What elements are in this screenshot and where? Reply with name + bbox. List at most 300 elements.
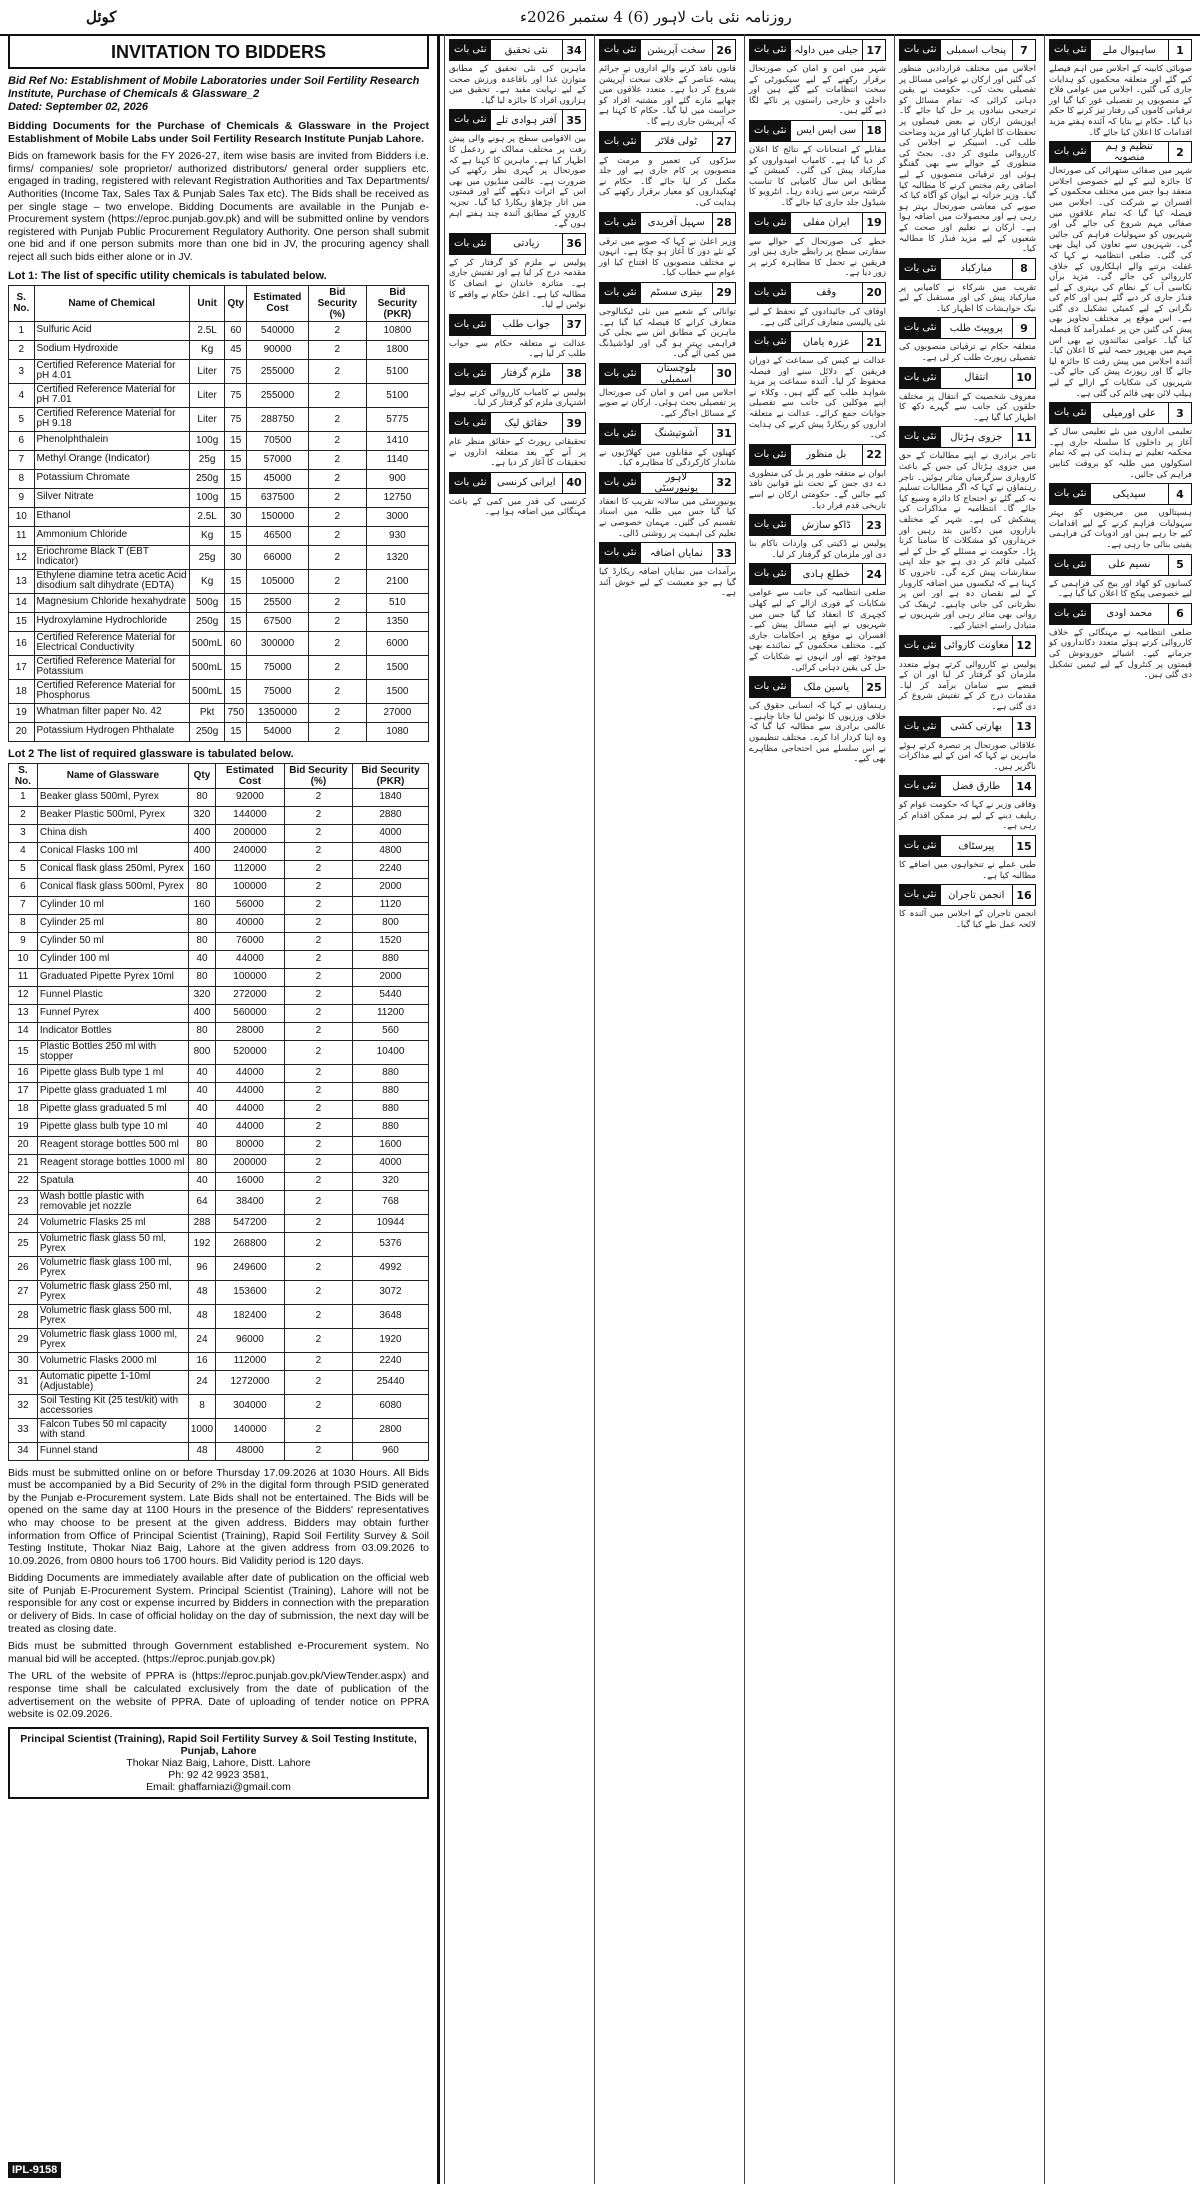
lot2-table-row — [9, 1280, 429, 1304]
news-item-text: برآمدات میں نمایاں اضافہ ریکارڈ کیا گیا ہے جو معیشت کے لیے خوش آئند ہے۔ — [599, 567, 736, 599]
lot2-table-cell: Beaker glass 500ml, Pyrex — [37, 788, 188, 806]
lot2-table-cell: 2 — [284, 1118, 352, 1136]
lot1-table-cell: Magnesium Chloride hexahydrate — [34, 593, 189, 612]
news-item — [749, 331, 886, 441]
lot1-table-cell: 2 — [308, 569, 366, 593]
lot2-table-cell: 44000 — [216, 950, 285, 968]
lot2-header-cell: S. No. — [9, 763, 38, 788]
lot2-table-cell: 560000 — [216, 1004, 285, 1022]
lot2-table-cell: 96000 — [216, 1328, 285, 1352]
lot2-table-cell: Cylinder 10 ml — [37, 896, 188, 914]
lot1-table-cell: 150000 — [247, 507, 309, 526]
lot1-table-cell: 1080 — [366, 722, 428, 741]
news-item-title: خطلع ہادی — [802, 568, 850, 580]
lot2-table-cell: 80 — [188, 914, 215, 932]
lot2-table-cell: 25440 — [353, 1370, 429, 1394]
lot2-table-cell: 40 — [188, 1064, 215, 1082]
lot2-table-cell: 80 — [188, 878, 215, 896]
lot1-table-cell: 60 — [225, 321, 247, 340]
lot1-table-cell: 3 — [9, 359, 35, 383]
lot2-table-row — [9, 1394, 429, 1418]
news-item — [449, 39, 586, 106]
lot1-table-cell: 2 — [308, 679, 366, 703]
lot1-table-cell: 5775 — [366, 407, 428, 431]
news-item-title: سہیل آفریدی — [647, 217, 705, 229]
news-item-number: 9 — [1012, 318, 1035, 338]
tender-title: INVITATION TO BIDDERS — [8, 34, 429, 69]
lot1-table-row — [9, 612, 429, 631]
intro-paragraph: Bidding Documents for the Purchase of Chemicals & Glassware in the Project Establishment of Mobile Labs under Soil Fertility Research Institute Punjab Lahore. — [8, 120, 429, 145]
lot2-table-cell: 3648 — [353, 1304, 429, 1328]
lot1-table-cell: Certified Reference Material for pH 7.01 — [34, 383, 189, 407]
lot1-table-cell: 14 — [9, 593, 35, 612]
lot2-table-cell: 2 — [284, 968, 352, 986]
news-item-number: 5 — [1168, 555, 1191, 575]
lot2-table-row — [9, 1004, 429, 1022]
news-item-number: 3 — [1168, 403, 1191, 423]
news-item-title: زیادتی — [513, 238, 540, 250]
lot1-table-cell: 2 — [308, 703, 366, 722]
lot1-table-cell: 70500 — [247, 431, 309, 450]
news-item-number: 2 — [1168, 142, 1191, 162]
lot1-table-row — [9, 431, 429, 450]
lot1-table-cell: Potassium Chromate — [34, 469, 189, 488]
news-item-text: وزیر اعلیٰ نے کہا کہ صوبے میں ترقی کے نئے دور کا آغاز ہو چکا ہے۔ انہوں نے مختلف منصوبوں کا افتتاح کیا اور عوام سے خطاب کیا۔ — [599, 236, 736, 279]
lot2-table-cell: 249600 — [216, 1256, 285, 1280]
lot2-table-cell: 304000 — [216, 1394, 285, 1418]
news-item-label: نئی بات — [900, 636, 941, 656]
news-item-title: نمایاں اضافہ — [649, 547, 703, 559]
lot1-table-cell: 1500 — [366, 655, 428, 679]
lot1-table-cell: 12750 — [366, 488, 428, 507]
news-item-header — [899, 884, 1036, 906]
news-item-text: تحقیقاتی رپورٹ کے حقائق منظر عام پر آنے کے بعد متعلقہ اداروں نے تحقیقات کا آغاز کر دیا ہے۔ — [449, 437, 586, 469]
lot1-table-row — [9, 407, 429, 431]
lot1-table-row — [9, 450, 429, 469]
news-item-title: پنجاب اسمبلی — [946, 44, 1007, 56]
news-item-label: نئی بات — [600, 40, 641, 60]
lot2-table-row — [9, 1304, 429, 1328]
lot1-table-cell: Certified Reference Material for Electrical Conductivity — [34, 631, 189, 655]
lot2-table-row — [9, 968, 429, 986]
news-item-label: نئی بات — [900, 368, 941, 388]
news-item-number: 11 — [1012, 427, 1035, 447]
news-item-text: کھیلوں کے مقابلوں میں کھلاڑیوں نے شاندار کارکردگی کا مظاہرہ کیا۔ — [599, 447, 736, 469]
lot1-table-cell: 9 — [9, 488, 35, 507]
lot2-table-cell: 40000 — [216, 914, 285, 932]
lot2-table-cell: 2 — [284, 824, 352, 842]
lot1-table-cell: Certified Reference Material for pH 4.01 — [34, 359, 189, 383]
news-item-text: معروف شخصیت کے انتقال پر مختلف حلقوں کی جانب سے گہرے دکھ کا اظہار کیا گیا ہے۔ — [899, 391, 1036, 423]
lot1-table-cell: 15 — [225, 431, 247, 450]
lot2-table-row — [9, 1190, 429, 1214]
news-item-header — [599, 542, 736, 564]
news-item-number: 40 — [562, 473, 585, 493]
lot2-table-cell: 2 — [9, 806, 38, 824]
lot2-table-cell: 140000 — [216, 1418, 285, 1442]
lot2-table-cell: 1840 — [353, 788, 429, 806]
news-item-title: یاسین ملک — [803, 681, 850, 693]
news-item — [599, 212, 736, 279]
lot2-table-cell: 2 — [284, 914, 352, 932]
news-item — [449, 363, 586, 409]
news-item-text: اوقاف کی جائیدادوں کے تحفظ کے لیے نئی پالیسی متعارف کرائی گئی ہے۔ — [749, 306, 886, 328]
news-item-header — [749, 563, 886, 585]
lot2-table-cell: 2240 — [353, 1352, 429, 1370]
lot1-table-row — [9, 569, 429, 593]
lot2-table-cell: Conical flask glass 500ml, Pyrex — [37, 878, 188, 896]
news-item-header — [1049, 603, 1192, 625]
lot1-table-row — [9, 383, 429, 407]
lot2-table-cell: 10 — [9, 950, 38, 968]
news-item-text: ضلعی انتظامیہ کی جانب سے عوامی شکایات کے فوری ازالے کے لیے کھلی کچہری کا انعقاد کیا گیا جس میں شہریوں نے اپنے مسائل پیش کیے۔ افسران نے موقع پر احکامات جاری کیے۔ مختلف محکموں کے نمائندے بھی موجود تھے اور انہوں نے شکایات کے حل کی یقین دہانی کرائی۔ — [749, 588, 886, 673]
lot2-table-cell: 44000 — [216, 1100, 285, 1118]
lot1-table-cell: 500mL — [189, 631, 225, 655]
lot2-table-cell: 30 — [9, 1352, 38, 1370]
news-item-header — [1049, 39, 1192, 61]
lot1-table-cell: 2 — [308, 612, 366, 631]
bid-reference — [8, 75, 429, 114]
news-item-number: 6 — [1168, 604, 1191, 624]
news-item-text: خطے کی صورتحال کے حوالے سے سفارتی سطح پر رابطے جاری ہیں اور فریقین نے تحمل کا مظاہرہ کرنے پر زور دیا ہے۔ — [749, 236, 886, 279]
lot1-table-cell: 2 — [308, 469, 366, 488]
news-item-title: بل منظور — [806, 449, 847, 461]
eproc-paragraph: Bids must be submitted through Government established e-Procurement system. No manual bid will be accepted. (https://eproc.punjab.gov.pk) — [8, 1640, 429, 1665]
lot2-header-cell: Qty — [188, 763, 215, 788]
lot2-table-cell: 16 — [188, 1352, 215, 1370]
news-item-number: 1 — [1168, 40, 1191, 60]
lot1-table-cell: 2.5L — [189, 321, 225, 340]
lot2-table-cell: 5440 — [353, 986, 429, 1004]
lot2-table-cell: 1520 — [353, 932, 429, 950]
lot1-table-row — [9, 488, 429, 507]
lot1-table-cell: Pkt — [189, 703, 225, 722]
lot2-table-cell: 1000 — [188, 1418, 215, 1442]
news-item-text: اجلاس میں امن و امان کی صورتحال پر تفصیلی بحث ہوئی۔ ارکان نے صوبے کے مسائل اجاگر کیے۔ — [599, 387, 736, 420]
news-item-title: جواب طلب — [502, 319, 551, 331]
lot2-header-cell: Estimated Cost — [216, 763, 285, 788]
lot2-table-cell: 4000 — [353, 1154, 429, 1172]
lot2-table-cell: 80 — [188, 968, 215, 986]
news-item-label: نئی بات — [450, 315, 491, 335]
news-item-number: 29 — [712, 283, 735, 303]
lot1-table-cell: 54000 — [247, 722, 309, 741]
news-item-title: پروپیٹ طلب — [949, 322, 1003, 334]
news-item-label: نئی بات — [900, 776, 941, 796]
lot2-table-row — [9, 1370, 429, 1394]
lot2-table-cell: 2 — [284, 1136, 352, 1154]
lot2-table-cell: Conical flask glass 250ml, Pyrex — [37, 860, 188, 878]
section-tag: کوئل — [86, 8, 117, 26]
news-item-label: نئی بات — [1050, 604, 1091, 624]
lot2-table-row — [9, 1418, 429, 1442]
lot2-table-cell: 48 — [188, 1442, 215, 1460]
news-item-text: پولیس نے کارروائی کرتے ہوئے متعدد ملزمان کو گرفتار کر لیا اور ان کے قبضے سے سامان برآمد کر لیا۔ مقدمات درج کر کے تفتیش شروع کر دی گئی ہے۔ — [899, 659, 1036, 712]
lot1-table-row — [9, 593, 429, 612]
lot1-table-cell: 11 — [9, 526, 35, 545]
lot2-table-cell: 2 — [284, 1394, 352, 1418]
lot2-table-row — [9, 1328, 429, 1352]
lot1-table-cell: 300000 — [247, 631, 309, 655]
lot2-table-cell: 48 — [188, 1304, 215, 1328]
news-item — [899, 317, 1036, 363]
lot2-table-cell: 144000 — [216, 806, 285, 824]
lot1-table-cell: 2 — [308, 507, 366, 526]
lot2-table-cell: 44000 — [216, 1064, 285, 1082]
lot2-table-cell: 547200 — [216, 1214, 285, 1232]
lot2-table-cell: 13 — [9, 1004, 38, 1022]
lot2-table-cell: Automatic pipette 1-10ml (Adjustable) — [37, 1370, 188, 1394]
lot1-table-cell: 255000 — [247, 383, 309, 407]
news-item-number: 38 — [562, 364, 585, 384]
news-item-label: نئی بات — [450, 473, 491, 493]
lot1-table-cell: 45000 — [247, 469, 309, 488]
news-item-label: نئی بات — [750, 515, 791, 535]
lot2-table-cell: Beaker Plastic 500ml, Pyrex — [37, 806, 188, 824]
news-item-title: نسیم علی — [1108, 559, 1151, 571]
lot2-table-row — [9, 1154, 429, 1172]
lot2-table-row — [9, 1040, 429, 1064]
lot2-table-row — [9, 1442, 429, 1460]
lot1-table-row — [9, 703, 429, 722]
news-item-number: 4 — [1168, 484, 1191, 504]
lot2-table-cell: 48000 — [216, 1442, 285, 1460]
lot2-table-cell: 31 — [9, 1370, 38, 1394]
lot2-table-cell: Funnel Pyrex — [37, 1004, 188, 1022]
lot1-table-cell: 12 — [9, 545, 35, 569]
lot2-table-row — [9, 914, 429, 932]
news-item-text: بین الاقوامی سطح پر ہونے والی پیش رفت پر مختلف ممالک نے ردعمل کا اظہار کیا ہے۔ ماہرین کا کہنا ہے کہ صورتحال پر گہری نظر رکھنے کی ضرورت ہے۔ عالمی منڈیوں میں بھی اس کے اثرات دیکھے گئے اور قیمتوں میں اتار چڑھاؤ ریکارڈ کیا گیا۔ تجزیہ کاروں کے مطابق آئندہ چند ہفتے اہم ہوں گے۔ — [449, 134, 586, 230]
news-item-label: نئی بات — [600, 424, 641, 444]
lot2-table-cell: 4800 — [353, 842, 429, 860]
lot2-table-cell: 2 — [284, 1256, 352, 1280]
lot2-table-cell: Volumetric flask glass 100 ml, Pyrex — [37, 1256, 188, 1280]
news-item-text: مقابلے کے امتحانات کے نتائج کا اعلان کر دیا گیا ہے۔ کامیاب امیدواروں کو مبارکباد پیش کی گئی۔ کمیشن کے مطابق اس سال کامیابی کا تناسب گزشتہ برس سے زیادہ رہا۔ انٹرویو کا شیڈول جلد جاری کیا جائے گا۔ — [749, 144, 886, 208]
lot1-table-cell: 105000 — [247, 569, 309, 593]
news-item — [749, 120, 886, 209]
news-item — [1049, 554, 1192, 600]
lot2-table-cell: 40 — [188, 1172, 215, 1190]
news-item-header — [449, 109, 586, 131]
news-item-header — [599, 39, 736, 61]
lot1-table-cell: 250g — [189, 612, 225, 631]
urdu-column-2 — [894, 34, 1040, 2184]
lot2-table-cell: 32 — [9, 1394, 38, 1418]
lot1-table-cell: 500mL — [189, 655, 225, 679]
lot2-table-cell: 2 — [284, 1328, 352, 1352]
lot2-table-cell: 34 — [9, 1442, 38, 1460]
news-item-header — [749, 120, 886, 142]
lot2-table-cell: 28 — [9, 1304, 38, 1328]
news-item-header — [899, 635, 1036, 657]
lot2-table-cell: 288 — [188, 1214, 215, 1232]
news-item-number: 21 — [862, 332, 885, 352]
news-item-header — [899, 39, 1036, 61]
lot1-table-cell: 900 — [366, 469, 428, 488]
lot1-table-cell: 2 — [308, 545, 366, 569]
news-item-label: نئی بات — [750, 213, 791, 233]
news-item-title: آشوتیشنگ — [654, 428, 698, 440]
news-item-title: پیرسٹاف — [958, 840, 995, 852]
lot1-table-cell: 3000 — [366, 507, 428, 526]
lot1-table-cell: 27000 — [366, 703, 428, 722]
lot1-table-cell: 250g — [189, 722, 225, 741]
lot2-table-cell: 112000 — [216, 860, 285, 878]
news-item — [449, 314, 586, 360]
lot1-header-row — [9, 285, 429, 321]
phone: Ph: 92 42 9923 3581, — [168, 1768, 269, 1781]
lot2-table-cell: 8 — [9, 914, 38, 932]
lot2-table-cell: 80000 — [216, 1136, 285, 1154]
lot2-table-cell: 2 — [284, 1040, 352, 1064]
lot2-table-row — [9, 1022, 429, 1040]
news-item-text: علاقائی صورتحال پر تبصرہ کرتے ہوئے ماہرین نے کہا کہ امن کے لیے مذاکرات ناگزیر ہیں۔ — [899, 740, 1036, 772]
news-item — [599, 423, 736, 469]
news-item-text: ضلعی انتظامیہ نے مہنگائی کے خلاف کارروائی کرتے ہوئے متعدد دکانداروں کو جرمانے کیے۔ اشیائے خورونوش کی قیمتوں پر کنٹرول کے لیے ٹیمیں تشکیل دی گئی ہیں۔ — [1049, 627, 1192, 681]
news-item-title: معاونت کاروائی — [943, 640, 1009, 652]
lot2-table-cell: 17 — [9, 1082, 38, 1100]
lot1-table-cell: 2 — [308, 655, 366, 679]
lot1-table-cell: 10 — [9, 507, 35, 526]
lot2-table-cell: 21 — [9, 1154, 38, 1172]
news-item-header — [449, 363, 586, 385]
news-item-number: 32 — [712, 473, 735, 493]
lot1-table-cell: 25500 — [247, 593, 309, 612]
news-item-text: پولیس نے کامیاب کارروائی کرتے ہوئے اشتہاری ملزم کو گرفتار کر لیا۔ — [449, 387, 586, 409]
news-item-label: نئی بات — [600, 283, 641, 303]
news-item-number: 18 — [862, 121, 885, 141]
lot1-table-cell: 8 — [9, 469, 35, 488]
lot1-table-cell: 15 — [9, 612, 35, 631]
lot1-table-cell: 57000 — [247, 450, 309, 469]
lot2-table-cell: 800 — [188, 1040, 215, 1064]
news-item-label: نئی بات — [900, 40, 941, 60]
lot1-table-cell: 90000 — [247, 340, 309, 359]
lot2-table-cell: 48 — [188, 1280, 215, 1304]
news-item — [449, 109, 586, 229]
news-item-header — [599, 212, 736, 234]
lot2-table-cell: 92000 — [216, 788, 285, 806]
news-item-header — [599, 363, 736, 385]
lot2-table-cell: 24 — [188, 1370, 215, 1394]
news-item — [899, 39, 1036, 255]
lot1-table-cell: Whatman filter paper No. 42 — [34, 703, 189, 722]
news-item — [1049, 39, 1192, 138]
lot2-table-cell: 2 — [284, 1280, 352, 1304]
lot1-table-cell: 288750 — [247, 407, 309, 431]
lot2-table-row — [9, 1100, 429, 1118]
news-item — [599, 472, 736, 539]
news-item-number: 37 — [562, 315, 585, 335]
news-item — [449, 472, 586, 518]
lot2-table-row — [9, 896, 429, 914]
lot2-table-cell: 8 — [188, 1394, 215, 1418]
news-item-number: 22 — [862, 445, 885, 465]
lot1-table-row — [9, 526, 429, 545]
lot2-table-cell: 2 — [284, 932, 352, 950]
urdu-column-1 — [1044, 34, 1196, 2184]
lot2-table-cell: Falcon Tubes 50 ml capacity with stand — [37, 1418, 188, 1442]
lot1-table-cell: 75 — [225, 383, 247, 407]
lot1-table-cell: 100g — [189, 431, 225, 450]
lot2-table-cell: 240000 — [216, 842, 285, 860]
news-item-header — [1049, 141, 1192, 163]
news-item-text: یونیورسٹی میں سالانہ تقریب کا انعقاد کیا گیا جس میں طلبہ میں اسناد تقسیم کی گئیں۔ مہمان خصوصی نے تعلیم کی اہمیت پر روشنی ڈالی۔ — [599, 496, 736, 539]
lot2-table-cell: 2800 — [353, 1418, 429, 1442]
ppra-paragraph: The URL of the website of PPRA is (https://eproc.punjab.gov.pk/ViewTender.aspx) and response time shall be calculated exclusively from the date of publication of the advertisement on the website of PPRA. Date of uploading of tender notice on PPRA website is 02.09.2026. — [8, 1670, 429, 1721]
lot2-table-cell: 24 — [9, 1214, 38, 1232]
lot2-table-cell: 160 — [188, 896, 215, 914]
lot2-table-cell: 2 — [284, 1172, 352, 1190]
lot2-table-cell: 153600 — [216, 1280, 285, 1304]
news-item-header — [899, 258, 1036, 280]
lot2-table-cell: 3072 — [353, 1280, 429, 1304]
lot2-table-cell: 2 — [284, 950, 352, 968]
lot2-table-cell: 4992 — [353, 1256, 429, 1280]
news-item-label: نئی بات — [900, 318, 941, 338]
lot2-header-cell: Name of Glassware — [37, 763, 188, 788]
lot2-table-cell: Volumetric flask glass 50 ml, Pyrex — [37, 1232, 188, 1256]
lot2-table-cell: Plastic Bottles 250 ml with stopper — [37, 1040, 188, 1064]
news-item — [599, 131, 736, 209]
news-item-header — [449, 472, 586, 494]
lot2-table-cell: 4000 — [353, 824, 429, 842]
lot1-table-cell: 5100 — [366, 359, 428, 383]
news-item-text: طبی عملے نے تنخواہوں میں اضافے کا مطالبہ کیا ہے۔ — [899, 860, 1036, 881]
lot2-table-row — [9, 932, 429, 950]
lot2-heading: Lot 2 The list of required glassware is tabulated below. — [8, 747, 294, 760]
lot2-table-cell: 6 — [9, 878, 38, 896]
lot2-table-cell: 2 — [284, 878, 352, 896]
lot2-table-cell: 160 — [188, 860, 215, 878]
news-item-label: نئی بات — [750, 677, 791, 697]
lot2-table-row — [9, 1064, 429, 1082]
lot1-table-cell: 6 — [9, 431, 35, 450]
lot2-table-cell: 28000 — [216, 1022, 285, 1040]
lot1-table-cell: 2 — [308, 431, 366, 450]
news-item — [899, 258, 1036, 315]
lot1-table-cell: Sulfuric Acid — [34, 321, 189, 340]
lot2-table-cell: Soil Testing Kit (25 test/kit) with accessories — [37, 1394, 188, 1418]
news-item-title: جیلی میں داولہ — [794, 44, 859, 56]
news-item-number: 33 — [712, 543, 735, 563]
bid-ref-line: Bid Ref No: Establishment of Mobile Laboratories under Soil Fertility Research Institute, Purchase of Chemicals & Glassware_2 — [8, 75, 420, 100]
news-item-text: انجمن تاجران کے اجلاس میں آئندہ کا لائحہ عمل طے کیا گیا۔ — [899, 909, 1036, 930]
lot1-table-cell: 2 — [308, 383, 366, 407]
lot2-table-cell: 272000 — [216, 986, 285, 1004]
lot1-table-cell: Eriochrome Black T (EBT Indicator) — [34, 545, 189, 569]
lot1-header-cell: S. No. — [9, 285, 35, 321]
news-item-title: طارق فضل — [952, 780, 1001, 792]
lot1-table-cell: 15 — [225, 679, 247, 703]
news-item-title: نئی تحقیق — [504, 44, 548, 56]
news-item-number: 17 — [862, 40, 885, 60]
lot1-header-cell: Qty — [225, 285, 247, 321]
news-item-text: پولیس نے ڈکیتی کی واردات ناکام بنا دی اور ملزمان کو گرفتار کر لیا۔ — [749, 539, 886, 560]
news-item-title: انجمن تاجران — [948, 889, 1005, 901]
lot2-table-cell: 80 — [188, 1154, 215, 1172]
lot1-table-cell: 255000 — [247, 359, 309, 383]
lot2-table-cell: Graduated Pipette Pyrex 10ml — [37, 968, 188, 986]
lot2-table-cell: 1120 — [353, 896, 429, 914]
news-item-header — [749, 444, 886, 466]
lot1-table-cell: 67500 — [247, 612, 309, 631]
dateline: روزنامہ نئی بات لاہور (6) 4 ستمبر 2026ء — [520, 8, 792, 26]
lot2-table-cell: China dish — [37, 824, 188, 842]
lot2-table-cell: 19 — [9, 1118, 38, 1136]
lot1-table-cell: 60 — [225, 631, 247, 655]
news-item-title: ملزم گرفتار — [501, 368, 552, 380]
